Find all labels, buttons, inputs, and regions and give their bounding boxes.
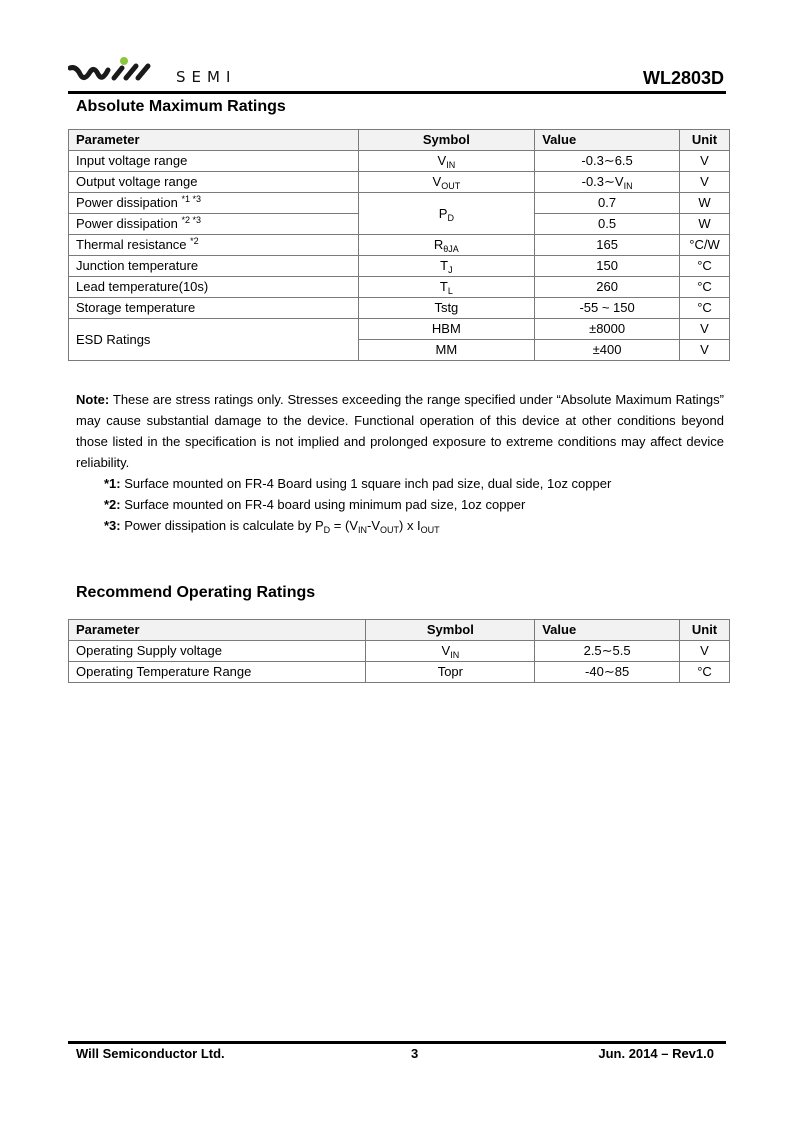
- param-cell: Junction temperature: [69, 256, 359, 277]
- col-symbol: Symbol: [358, 130, 535, 151]
- unit-cell: °C: [680, 662, 730, 683]
- rec-op-title: Recommend Operating Ratings: [76, 584, 316, 601]
- unit-cell: V: [679, 340, 729, 361]
- value-cell: ±8000: [535, 319, 680, 340]
- symbol-cell: $T_J$: [358, 256, 535, 277]
- col-symbol: Symbol: [366, 620, 535, 641]
- table-row: [69, 172, 730, 193]
- footer-revision: Jun. 2014 – Rev1.0: [598, 1046, 714, 1061]
- col-value: Value: [535, 620, 680, 641]
- table-row: [69, 319, 730, 340]
- abs-max-title: Absolute Maximum Ratings: [76, 98, 286, 115]
- table-row: [69, 641, 730, 662]
- symbol-cell: $V_{OUT}$: [358, 172, 535, 193]
- abs-max-table: [68, 129, 730, 361]
- symbol-cell: MM: [358, 340, 535, 361]
- table-row: [69, 662, 730, 683]
- value-cell: -40∼85: [535, 662, 680, 683]
- part-number: WL2803D: [642, 68, 724, 88]
- unit-cell: °C: [679, 256, 729, 277]
- table-row: [69, 256, 730, 277]
- value-cell: -0.3∼6.5: [535, 151, 680, 172]
- value-cell: 150: [535, 256, 680, 277]
- col-unit: Unit: [679, 130, 729, 151]
- symbol-cell: $V_{IN}$: [358, 151, 535, 172]
- unit-cell: V: [679, 172, 729, 193]
- page-number: 3: [411, 1046, 419, 1061]
- value-cell: 2.5∼5.5: [535, 641, 680, 662]
- footer-rule: [68, 1041, 726, 1044]
- unit-cell: V: [679, 151, 729, 172]
- param-cell: ESD Ratings: [69, 319, 359, 361]
- symbol-cell: HBM: [358, 319, 535, 340]
- table-row: [69, 298, 730, 319]
- col-parameter: Parameter: [69, 620, 366, 641]
- will-semi-logo: [68, 56, 258, 88]
- note-paragraph: Note: These are stress ratings only. Stresses exceeding the range specified under “Absolute Maximum Ratings” may cause substantial damage to the device. Functional operation of this device at other conditions beyond those listed in the specification is not implied and prolonged exposure to extreme conditions may affect device reliability.: [76, 392, 724, 470]
- value-cell: 0.5: [535, 214, 680, 235]
- symbol-cell: Tstg: [358, 298, 535, 319]
- unit-cell: °C: [679, 298, 729, 319]
- param-cell: Operating Supply voltage: [69, 641, 366, 662]
- param-cell: Thermal resistance $^{*2}$: [69, 235, 359, 256]
- table-row: [69, 235, 730, 256]
- col-unit: Unit: [680, 620, 730, 641]
- param-cell: Storage temperature: [69, 298, 359, 319]
- param-cell: Operating Temperature Range: [69, 662, 366, 683]
- footer-company: Will Semiconductor Ltd.: [76, 1046, 225, 1061]
- footnote-2: *2: Surface mounted on FR-4 board using minimum pad size, 1oz copper: [104, 497, 526, 512]
- will-logo-mark-icon: [68, 56, 168, 86]
- col-parameter: Parameter: [69, 130, 359, 151]
- unit-cell: W: [679, 214, 729, 235]
- symbol-cell: $T_L$: [358, 277, 535, 298]
- value-cell: $-0.3\sim V_{IN}$: [535, 172, 680, 193]
- footnote-3: *3: Power dissipation is calculate by $P_D = (V_{IN}-V_{OUT})$ x $I_{OUT}$: [104, 518, 440, 535]
- value-cell: 260: [535, 277, 680, 298]
- table-row: [69, 193, 730, 214]
- symbol-cell: $P_D$: [358, 193, 535, 235]
- value-cell: -55 ~ 150: [535, 298, 680, 319]
- value-cell: 0.7: [535, 193, 680, 214]
- param-cell: Input voltage range: [69, 151, 359, 172]
- unit-cell: V: [680, 641, 730, 662]
- col-value: Value: [535, 130, 680, 151]
- table-header-row: [69, 130, 730, 151]
- value-cell: ±400: [535, 340, 680, 361]
- table-row: [69, 151, 730, 172]
- param-cell: Power dissipation $^{*1 *3}$: [69, 193, 359, 214]
- param-cell: Lead temperature(10s): [69, 277, 359, 298]
- table-row: [69, 277, 730, 298]
- page-header: [68, 56, 726, 96]
- symbol-cell: $R_{\theta JA}$: [358, 235, 535, 256]
- value-cell: 165: [535, 235, 680, 256]
- rec-op-table: [68, 619, 730, 683]
- symbol-cell: Topr: [366, 662, 535, 683]
- unit-cell: V: [679, 319, 729, 340]
- table-header-row: [69, 620, 730, 641]
- unit-cell: °C/W: [679, 235, 729, 256]
- unit-cell: W: [679, 193, 729, 214]
- param-cell: Output voltage range: [69, 172, 359, 193]
- header-rule: [68, 91, 726, 94]
- param-cell: Power dissipation $^{*2 *3}$: [69, 214, 359, 235]
- footnote-1: *1: Surface mounted on FR-4 Board using 1 square inch pad size, dual side, 1oz copper: [104, 476, 612, 491]
- unit-cell: °C: [679, 277, 729, 298]
- logo-text: SEMI: [176, 68, 237, 86]
- symbol-cell: $V_{IN}$: [366, 641, 535, 662]
